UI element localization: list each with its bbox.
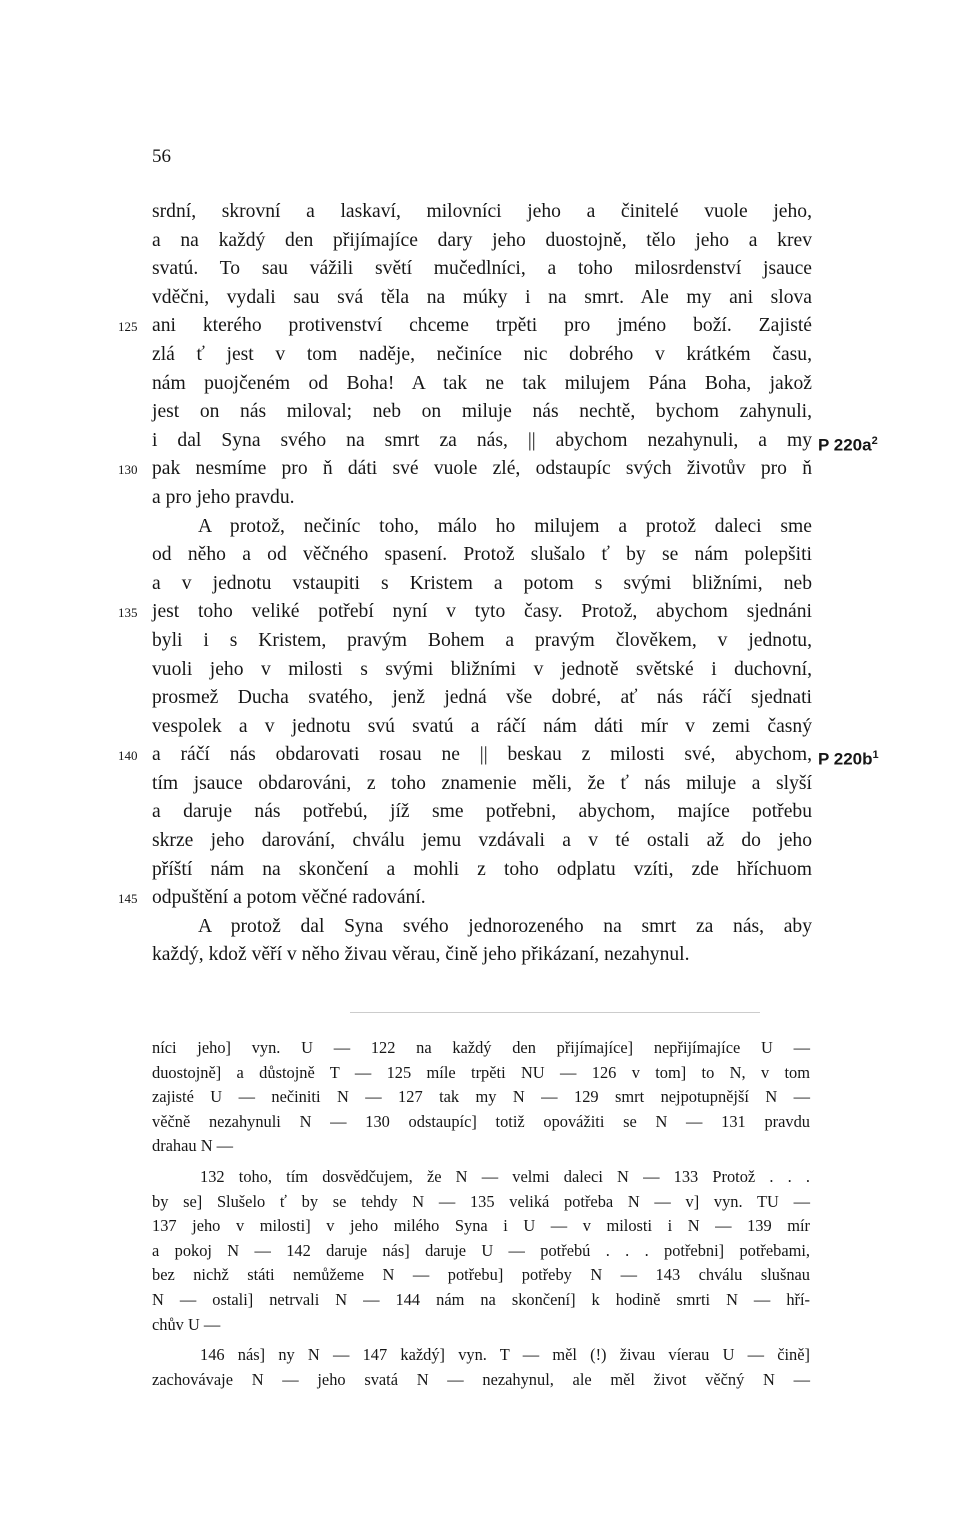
apparatus-line: věčně nezahynuli N — 130 odstaupíc] totiž opovážiti se N — 131 pravdu [152,1111,810,1131]
text-line [152,513,812,542]
text-line [118,598,812,627]
text-line [152,941,812,970]
apparatus-line: 137 jeho v milosti] v jeho milého Syna i U — v milosti i N — 139 mír [152,1216,810,1236]
line-number: 130 [118,462,138,478]
text-line [152,627,812,656]
text-line [152,255,812,284]
line-text: prosmež Ducha svatého, jenž jedná vše dobré, ať nás ráčí sjednati [152,687,812,709]
apparatus-line: zajisté U — nečiniti N — 127 tak my N — 129 smrt nejpotupnější N — [152,1087,810,1107]
line-number: 125 [118,319,138,335]
folio-label: P 220b [818,749,873,769]
line-text: i dal Syna svého na smrt za nás, || abychom nezahynuli, a my [152,429,812,451]
text-line [152,341,812,370]
line-text: zlá ť jest v tom naděje, nečiníce nic dobrého v krátkém času, [152,343,812,365]
line-text: nám puojčeném od Boha! A tak ne tak milujem Pána Boha, jakož [152,372,812,394]
text-line [152,856,812,885]
apparatus-line: N — ostali] netrvali N — 144 nám na skončení] k hodině smrti N — hří- [152,1289,810,1309]
text-line [152,684,812,713]
text-line [152,198,812,227]
line-text: od něho a od věčného spasení. Protož slušalo ť by se nám polepšiti [152,544,812,566]
line-text: vděčni, vydali sau svá těla na múky i na smrt. Ale my ani slova [152,286,812,308]
line-text: ani kterého protivenství chceme trpěti pro jméno boží. Zajisté [152,315,812,337]
text-line [152,541,812,570]
line-text: jest toho veliké potřebí nyní v tyto časy. Protož, abychom sjednáni [152,601,812,623]
apparatus-line: duostojně] a důstojně T — 125 míle trpěti NU — 126 v tom] to N, v tom [152,1062,810,1082]
line-text: vespolek a v jednotu svú svatú a ráčí nám dáti mír v zemi časný [152,715,812,737]
apparatus-line: chův U — [152,1314,221,1334]
text-line [152,827,812,856]
text-line [152,284,812,313]
line-text: skrze jeho darování, chválu jemu vzdávali a v té ostali až do jeho [152,830,812,852]
apparatus-line: a pokoj N — 142 daruje nás] daruje U — potřebú . . . potřebni] potřebami, [152,1240,810,1260]
line-text: příští nám na skončení a mohli z toho odplatu vzíti, zde hříchuom [152,858,812,880]
line-text: A protož, nečiníc toho, málo ho milujem a protož daleci sme [198,515,812,537]
line-text: byli i s Kristem, pravým Bohem a pravým člověkem, v jednotu, [152,629,812,651]
line-text: a ráčí nás obdarovati rosau ne || beskau z milosti své, abychom, [152,744,812,766]
apparatus-line: níci jeho] vyn. U — 122 na každý den přijímajíce] nepřijímajíce U — [152,1038,810,1057]
page-number: 56 [152,146,171,167]
text-line [152,370,812,399]
text-line [152,770,812,799]
text-line [152,570,812,599]
folio-reference [818,427,878,460]
line-number: 135 [118,605,138,621]
footnote-divider [350,1012,760,1013]
line-text: každý, kdož věří v něho živau věrau, čině jeho přikázaní, nezahynul. [152,944,690,966]
folio-label: P 220a [818,435,872,455]
text-line [152,713,812,742]
critical-apparatus [152,1036,810,1392]
line-text: pak nesmíme pro ň dáti své vuole zlé, odstaupíc svých životův pro ň [152,458,812,480]
line-text: A protož dal Syna svého jednorozeného na smrt za nás, aby [198,915,812,937]
text-line [152,227,812,256]
folio-reference [818,741,879,774]
apparatus-line: by se] Slušelo ť by se tehdy N — 135 veliká potřeba N — v] vyn. TU — [152,1191,810,1211]
line-text: a v jednotu vstaupiti s Kristem a potom s svými bližními, neb [152,572,812,594]
text-line [118,741,879,770]
apparatus-line: 132 toho, tím dosvědčujem, že N — velmi daleci N — 133 Protož . . . [200,1166,810,1186]
text-line [118,312,812,341]
text-line [152,913,812,942]
line-text: odpuštění a potom věčné radování. [152,887,426,909]
main-text [118,198,879,970]
line-text: vuoli jeho v milosti s svými bližními v jednotě světské i duchovní, [152,658,812,680]
line-text: svatú. To sau vážili světí mučedlníci, a toho milosrdenství jsauce [152,258,812,280]
line-text: tím jsauce obdarováni, z toho znamenie měli, že ť nás miluje a slyší [152,772,812,794]
line-text: jest on nás miloval; neb on miluje nás nechtě, bychom zahynuli, [152,401,812,423]
apparatus-line: 146 nás] ny N — 147 každý] vyn. T — měl (!) živau víerau U — čině] [200,1345,810,1365]
line-text: a na každý den přijímajíce dary jeho duostojně, tělo jeho a krev [152,229,812,251]
folio-column: 1 [872,749,879,762]
text-line [118,884,812,913]
text-line [152,656,812,685]
folio-column: 2 [871,434,878,447]
apparatus-line: zachovávaje N — jeho svatá N — nezahynul, ale měl život věčný N — [152,1369,810,1389]
apparatus-line: drahau N — [152,1136,234,1156]
text-line [152,798,812,827]
text-line [152,398,812,427]
text-line [152,427,878,456]
text-line [118,455,812,484]
line-number: 140 [118,748,138,764]
line-number: 145 [118,891,138,907]
line-text: srdní, skrovní a laskaví, milovníci jeho a činitelé vuole jeho, [152,201,812,222]
line-text: a pro jeho pravdu. [152,486,295,508]
text-line [152,484,812,513]
line-text: a daruje nás potřebú, jíž sme potřebni, abychom, majíce potřebu [152,801,812,823]
apparatus-line: bez nichž státi nemůžeme N — potřebu] potřeby N — 143 chválu slušnau [152,1265,810,1285]
